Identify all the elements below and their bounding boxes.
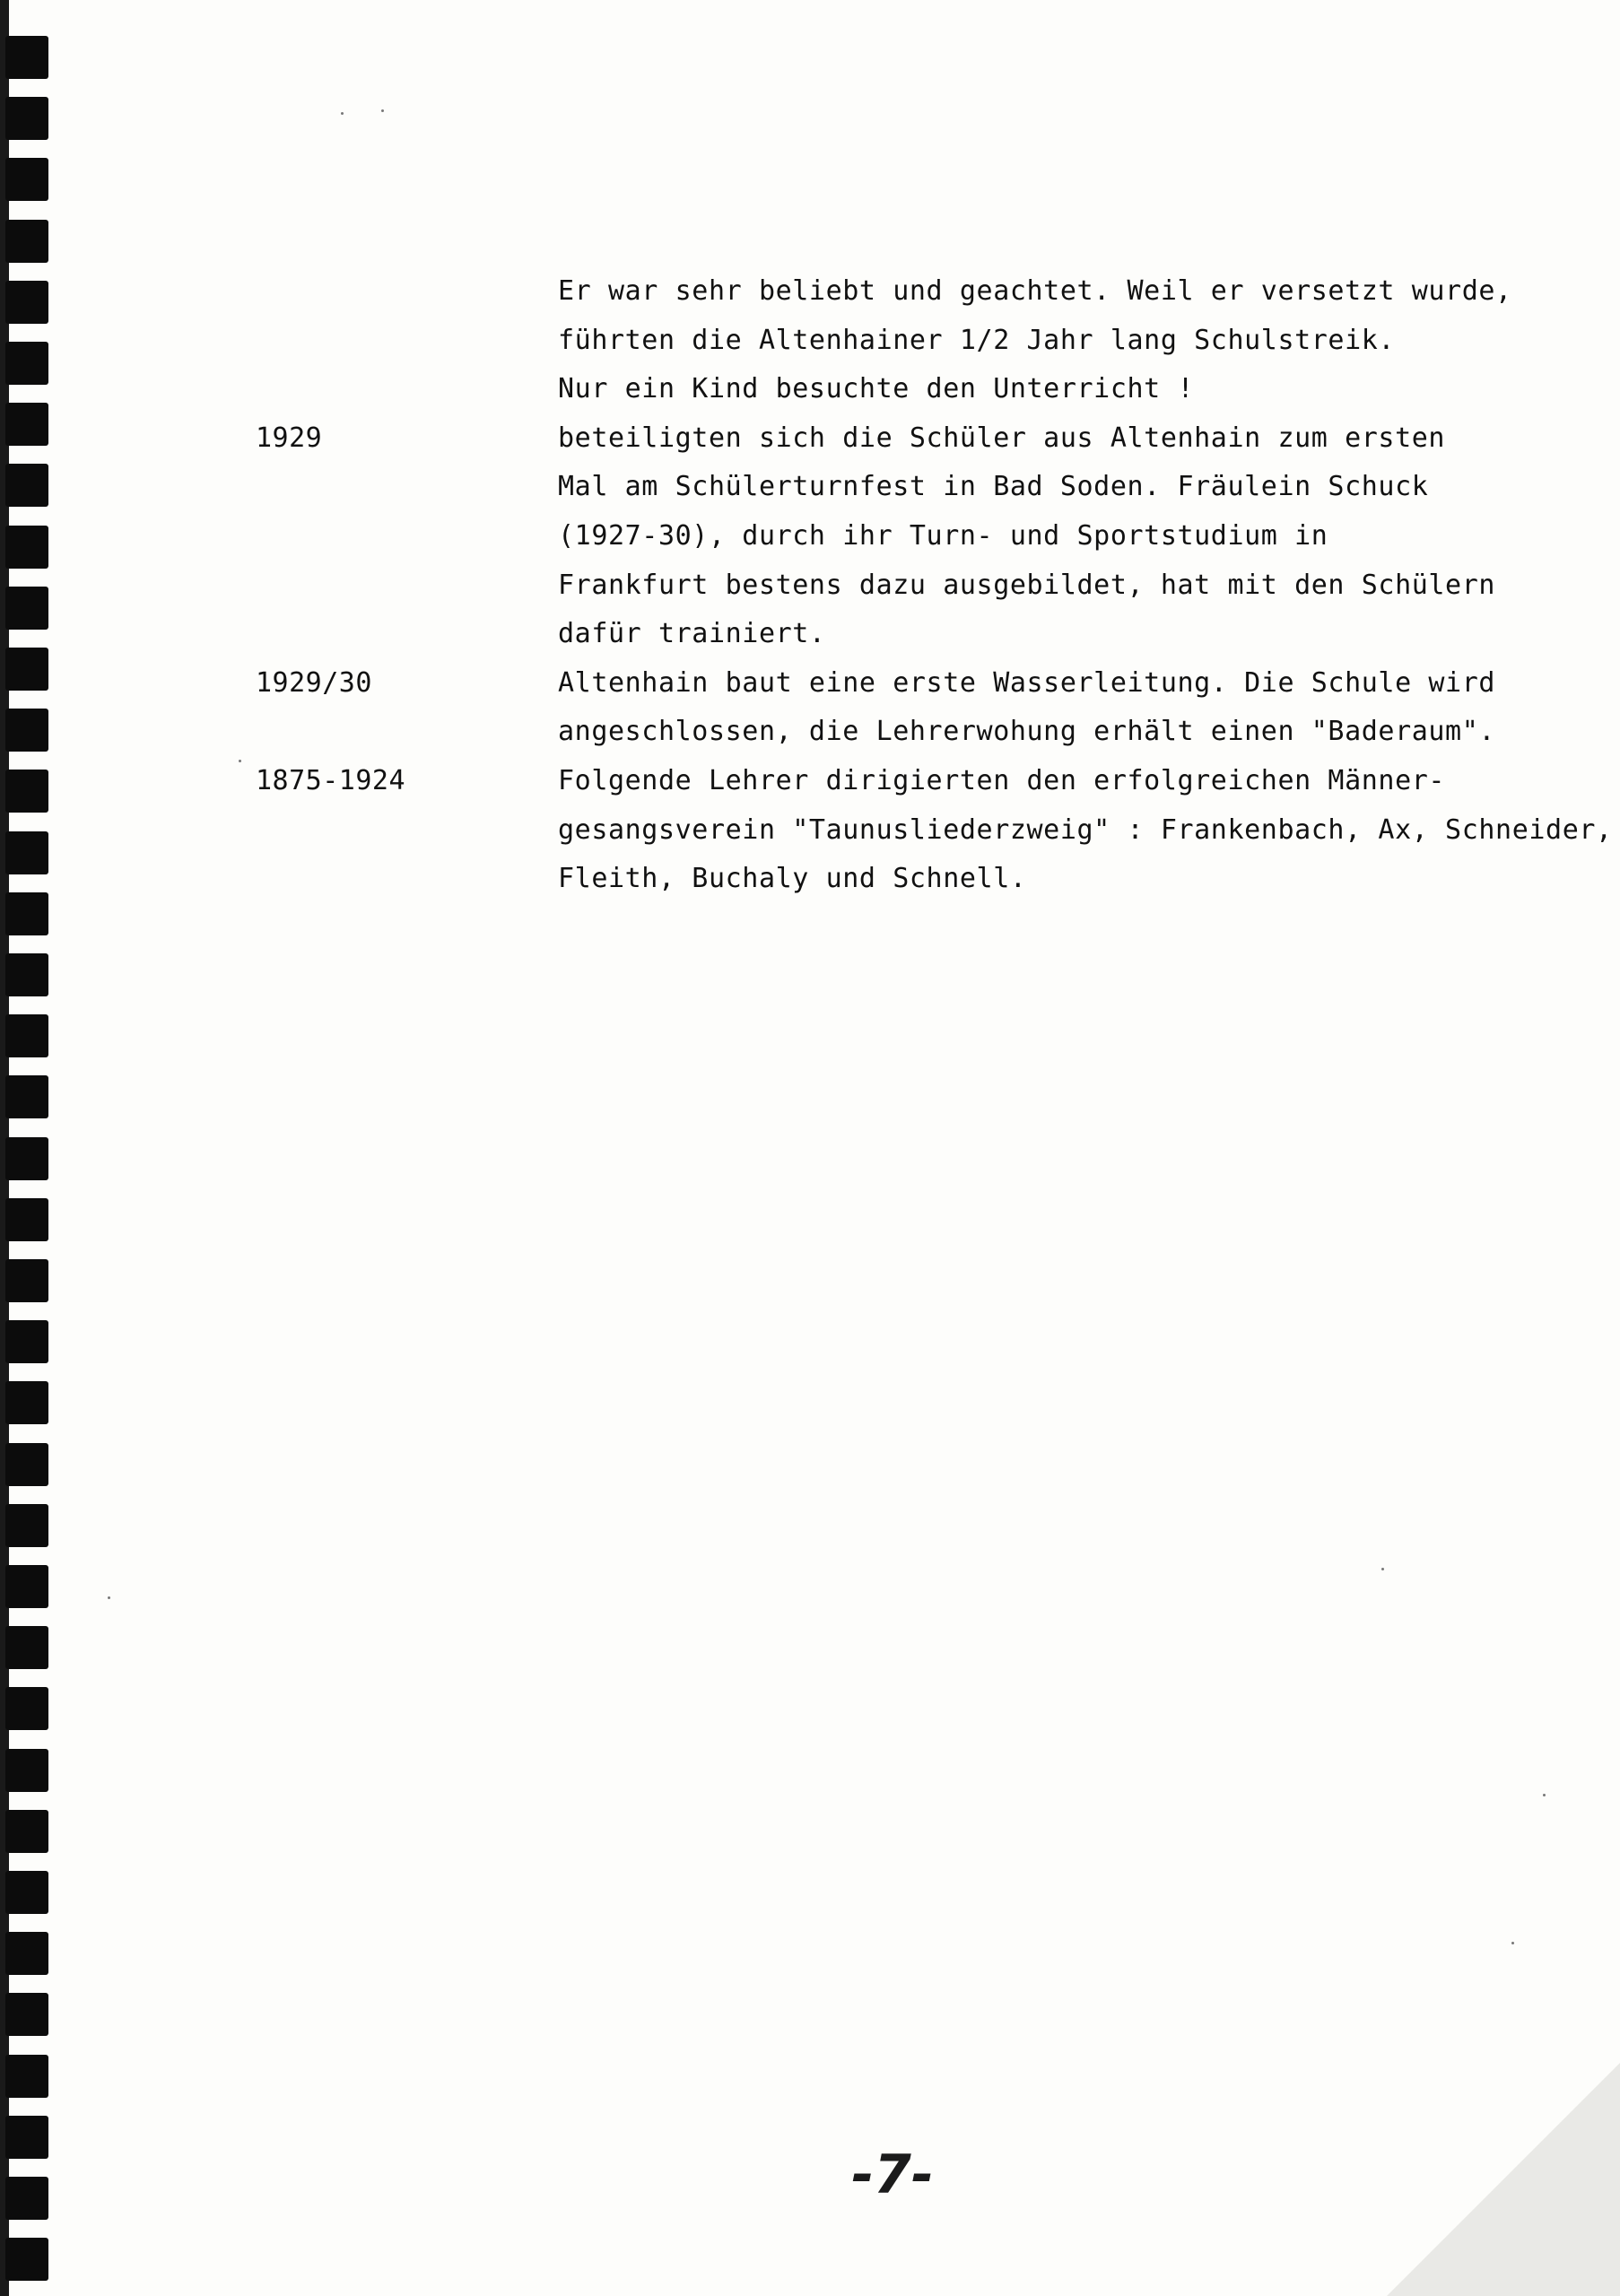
entry-text: Fleith, Buchaly und Schnell. xyxy=(558,863,1027,895)
binding-hole xyxy=(5,1871,48,1914)
entry-year: 1875-1924 xyxy=(256,764,406,796)
entry-text: Altenhain baut eine erste Wasserleitung. Die Schule wird xyxy=(558,666,1496,699)
binding-hole xyxy=(5,97,48,140)
binding-hole xyxy=(5,1014,48,1057)
entry-text: Folgende Lehrer dirigierten den erfolgreichen Männer- xyxy=(558,764,1446,796)
entry-line xyxy=(0,317,1620,366)
binding-hole xyxy=(5,158,48,201)
binding-hole xyxy=(5,1198,48,1241)
entry-line xyxy=(0,267,1620,317)
binding-hole xyxy=(5,36,48,79)
entry-line xyxy=(0,708,1620,757)
binding-hole xyxy=(5,953,48,996)
entry-line xyxy=(0,414,1620,464)
binding-hole xyxy=(5,1626,48,1669)
binding-hole xyxy=(5,1075,48,1118)
entry-text: (1927-30), durch ihr Turn- und Sportstudium in xyxy=(558,519,1328,552)
binding-hole xyxy=(5,1687,48,1730)
binding-hole xyxy=(5,1993,48,2036)
binding-hole xyxy=(5,1381,48,1424)
binding-hole xyxy=(5,1749,48,1792)
entry-text: Nur ein Kind besuchte den Unterricht ! xyxy=(558,373,1195,405)
entry-text: angeschlossen, die Lehrerwohung erhält einen "Baderaum". xyxy=(558,716,1496,748)
binding-hole xyxy=(5,2055,48,2098)
binding-hole xyxy=(5,1443,48,1486)
binding-hole xyxy=(5,2238,48,2281)
entry-year: 1929/30 xyxy=(256,666,372,699)
entry-line xyxy=(0,855,1620,904)
entry-year: 1929 xyxy=(256,422,323,454)
entry-text: Frankfurt bestens dazu ausgebildet, hat mit den Schülern xyxy=(558,569,1496,601)
binding-hole xyxy=(5,2116,48,2159)
entry-line xyxy=(0,806,1620,856)
entry-line xyxy=(0,561,1620,611)
binding-hole xyxy=(5,1137,48,1180)
entry-text: gesangsverein "Taunusliederzweig" : Frankenbach, Ax, Schneider, xyxy=(558,813,1613,846)
entry-text: Mal am Schülerturnfest in Bad Soden. Fräulein Schuck xyxy=(558,471,1429,503)
entry-text: dafür trainiert. xyxy=(558,618,826,650)
binding-hole xyxy=(5,220,48,263)
binding-hole xyxy=(5,1504,48,1547)
entry-text: Er war sehr beliebt und geachtet. Weil er versetzt wurde, xyxy=(558,275,1512,307)
entry-line xyxy=(0,512,1620,561)
binding-hole xyxy=(5,1810,48,1853)
chronicle-entries xyxy=(0,267,1620,904)
page-number: -7- xyxy=(851,2144,934,2206)
entry-text: führten die Altenhainer 1/2 Jahr lang Schulstreik. xyxy=(558,324,1396,356)
entry-line xyxy=(0,610,1620,659)
entry-text: beteiligten sich die Schüler aus Altenhain zum ersten xyxy=(558,422,1446,454)
entry-line xyxy=(0,757,1620,806)
entry-line xyxy=(0,463,1620,512)
binding-hole xyxy=(5,1259,48,1302)
binding-hole xyxy=(5,1320,48,1363)
entry-line xyxy=(0,659,1620,709)
binding-hole xyxy=(5,1932,48,1975)
binding-hole xyxy=(5,2177,48,2220)
binding-hole xyxy=(5,1565,48,1608)
page-corner-shadow xyxy=(1387,2063,1620,2296)
entry-line xyxy=(0,365,1620,414)
